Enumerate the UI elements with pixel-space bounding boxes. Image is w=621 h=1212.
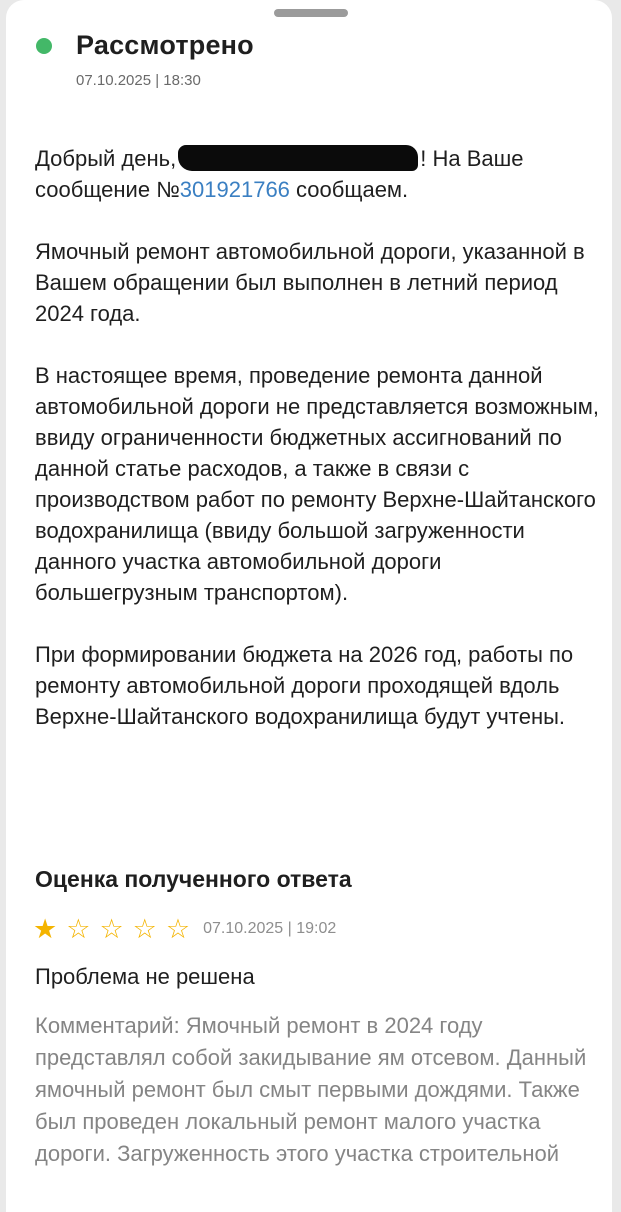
star-icon[interactable]: ★ [33,914,58,944]
star-icon[interactable]: ☆ [165,914,191,944]
reply-greeting [35,143,600,205]
star-icon[interactable]: ☆ [132,914,157,944]
reply-paragraph: При формировании бюджета на 2026 год, работы по ремонту автомобильной дороги проходящей вдоль Верхне-Шайтанского водохранилища будут учтены. [35,642,574,729]
rating-comment: Комментарий: Ямочный ремонт в 2024 году представлял собой закидывание ям отсевом. Данный ямочный ремонт был смыт первыми дождями. Также был проведен локальный ремонт малого участка дороги. Загруженность этого участка строительной [35,1013,587,1166]
status-datetime: 07.10.2025 | 18:30 [76,72,201,89]
status-dot-icon [36,38,52,54]
rating-stars [33,914,336,944]
redacted-name [178,145,418,171]
reply-body [35,143,600,763]
status-header [36,30,254,61]
greeting-continuation: ! На Ваше сообщение № [35,146,524,202]
drag-handle[interactable] [274,9,348,17]
status-title: Рассмотрено [76,30,254,60]
response-sheet [6,0,612,1212]
rating-title: Оценка полученного ответа [35,866,352,892]
greeting-end: сообщаем. [289,177,409,202]
problem-status: Проблема не решена [35,964,255,989]
rating-datetime: 07.10.2025 | 19:02 [203,920,337,937]
reply-paragraph: Ямочный ремонт автомобильной дороги, указанной в Вашем обращении был выполнен в летний период 2024 года. [35,239,585,326]
reply-paragraph: В настоящее время, проведение ремонта данной автомобильной дороги не представляется возможным, ввиду ограниченности бюджетных ассигнований по данной статье расходов, а также в связи с производством работ по ремонту Верхне-Шайтанского водохранилища (ввиду большой загруженности данного участка автомобильной дороги большегрузным транспортом). [35,363,599,605]
star-icon[interactable]: ☆ [66,914,91,944]
message-number-link[interactable]: 301921766 [179,177,290,202]
star-icon[interactable]: ☆ [99,914,124,944]
greeting-text: Добрый день, [35,146,177,171]
